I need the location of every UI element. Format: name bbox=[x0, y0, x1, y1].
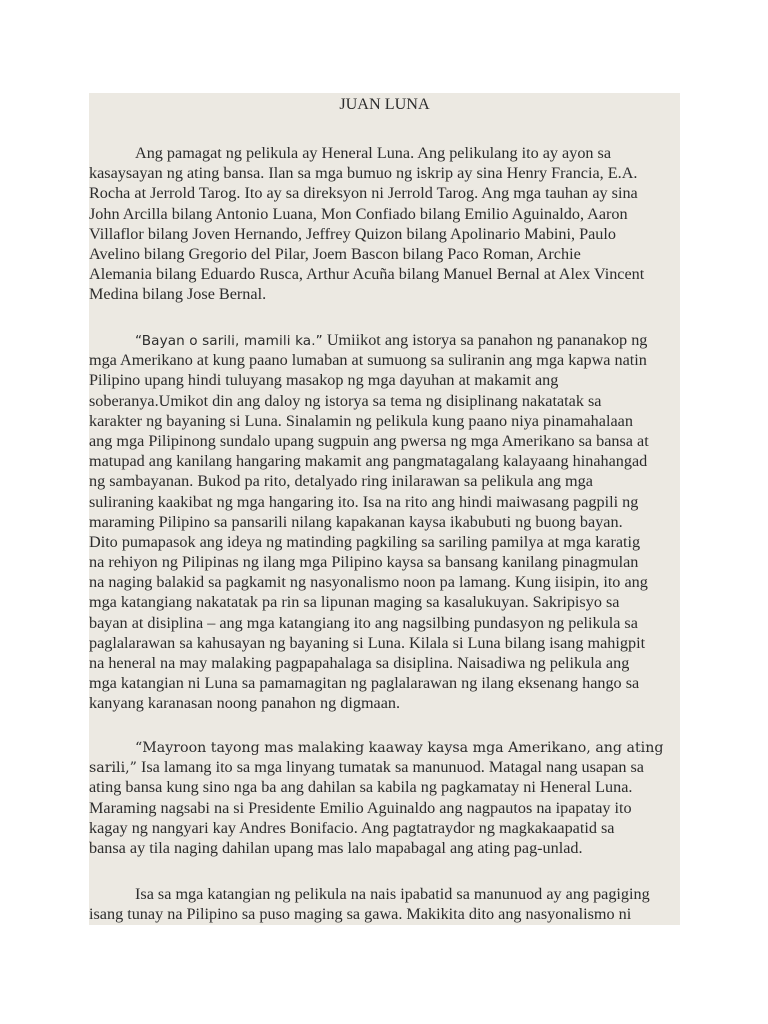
text-line bbox=[89, 737, 680, 757]
text-line: isang tunay na Pilipino sa puso maging sa gawa. Makikita dito ang nasyonalismo ni bbox=[89, 905, 632, 924]
text-line: Ang pamagat ng pelikula ay Heneral Luna. Ang pelikulang ito ay ayon sa bbox=[135, 144, 612, 162]
paragraph-3 bbox=[89, 737, 680, 858]
text-line: Avelino bilang Gregorio del Pilar, Joem Bascon bilang Paco Roman, Archie bbox=[89, 244, 581, 263]
text-segment: Umiikot ang istorya sa panahon ng pananakop ng bbox=[322, 331, 648, 349]
text-line: na naging balakid sa pagkamit ng nasyonalismo noon pa lamang. Kung iisipin, ito ang bbox=[89, 573, 648, 592]
text-line: soberanya.Umikot din ang daloy ng istorya sa tema ng disiplinang nakatatak sa bbox=[89, 391, 602, 410]
text-line: bayan at disiplina – ang mga katangiang ito ang nagsilbing pundasyon ng pelikula sa bbox=[89, 613, 638, 632]
text-line: Medina bilang Jose Bernal. bbox=[89, 285, 267, 304]
text-line: bansa ay tila naging dahilan upang mas lalo mapabagal ang ating pag-unlad. bbox=[89, 838, 583, 857]
text-line: Rocha at Jerrold Tarog. Ito ay sa direksyon ni Jerrold Tarog. Ang mga tauhan ay sina bbox=[89, 184, 638, 203]
paragraph-4 bbox=[89, 884, 680, 924]
text-line: kasaysayan ng ating bansa. Ilan sa mga bumuo ng iskrip ay sina Henry Francia, E.A. bbox=[89, 164, 638, 183]
text-line: karakter ng bayaning si Luna. Sinalamin ng pelikula kung paano niya pinamahalaan bbox=[89, 411, 633, 430]
text-line: na rehiyon ng Pilipinas ng ilang mga Pilipino kaysa sa bansang kanilang pinagmulan bbox=[89, 553, 639, 572]
text-line: Isa sa mga katangian ng pelikula na nais ipabatid sa manunuod ay ang pagiging bbox=[135, 885, 650, 903]
text-line: kagay ng nangyari kay Andres Bonifacio. Ang pagtatraydor ng magkakaapatid sa bbox=[89, 818, 615, 837]
text-line: Villaflor bilang Joven Hernando, Jeffrey Quizon bilang Apolinario Mabini, Paulo bbox=[89, 224, 616, 243]
text-line bbox=[89, 757, 680, 777]
text-line: Alemania bilang Eduardo Rusca, Arthur Acuña bilang Manuel Bernal at Alex Vincent bbox=[89, 265, 645, 284]
text-segment: Isa lamang ito sa mga linyang tumatak sa manunuod. Matagal nang usapan sa bbox=[136, 758, 644, 777]
text-line bbox=[89, 330, 680, 350]
document-title: JUAN LUNA bbox=[339, 95, 430, 113]
text-line: kanyang karanasan noong panahon ng digmaan. bbox=[89, 694, 401, 713]
text-line: suliraning kaakibat ng mga hangaring ito. Isa na rito ang hindi maiwasang pagpili ng bbox=[89, 492, 639, 511]
text-line: ang mga Pilipinong sundalo upang sugpuin ang pwersa ng mga Amerikano sa bansa at bbox=[89, 431, 649, 450]
text-line: na heneral na may malaking pagpapahalaga sa disiplina. Naisadiwa ng pelikula ang bbox=[89, 654, 630, 672]
text-line: matupad ang kanilang hangaring makamit ang pangmatagalang kalayaang hinahangad bbox=[89, 452, 648, 471]
text-line: paglalarawan sa kahusayan ng bayaning si Luna. Kilala si Luna bilang isang mahigpit bbox=[89, 633, 646, 652]
quoted-segment: sarili,” bbox=[89, 760, 137, 777]
text-line: ng sambayanan. Bukod pa rito, detalyado ring inilarawan sa pelikula ang mga bbox=[89, 472, 593, 491]
paragraph-1 bbox=[89, 143, 680, 305]
text-line: Maraming nagsabi na si Presidente Emilio Aguinaldo ang nagpautos na ipapatay ito bbox=[89, 798, 632, 817]
text-line: John Arcilla bilang Antonio Luana, Mon Confiado bilang Emilio Aguinaldo, Aaron bbox=[89, 204, 628, 223]
text-line: ating bansa kung sino nga ba ang dahilan sa kabila ng pagkamatay ni Heneral Luna. bbox=[89, 778, 633, 797]
quoted-line: “Mayroon tayong mas malaking kaaway kaysa mga Amerikano, ang ating bbox=[135, 740, 664, 756]
text-line: mga katangian ni Luna sa pamamagitan ng paglalarawan ng ilang eksenang hango sa bbox=[89, 674, 640, 693]
document-page bbox=[89, 93, 680, 925]
text-line: maraming Pilipino sa pansarili nilang kapakanan kaysa ikabubuti ng buong bayan. bbox=[89, 512, 623, 531]
text-line: mga katangiang nakatatak pa rin sa lipunan maging sa kasalukuyan. Sakripisyo sa bbox=[89, 593, 620, 612]
text-line: Dito pumapasok ang ideya ng matinding pagkiling sa sariling pamilya at mga karatig bbox=[89, 532, 641, 551]
text-line: Pilipino upang hindi tuluyang masakop ng mga dayuhan at makamit ang bbox=[89, 371, 559, 390]
paragraph-2 bbox=[89, 330, 680, 714]
text-line: mga Amerikano at kung paano lumaban at sumuong sa suliranin ang mga kapwa natin bbox=[89, 351, 647, 370]
quoted-line: “Bayan o sarili, mamili ka.” bbox=[135, 333, 323, 349]
